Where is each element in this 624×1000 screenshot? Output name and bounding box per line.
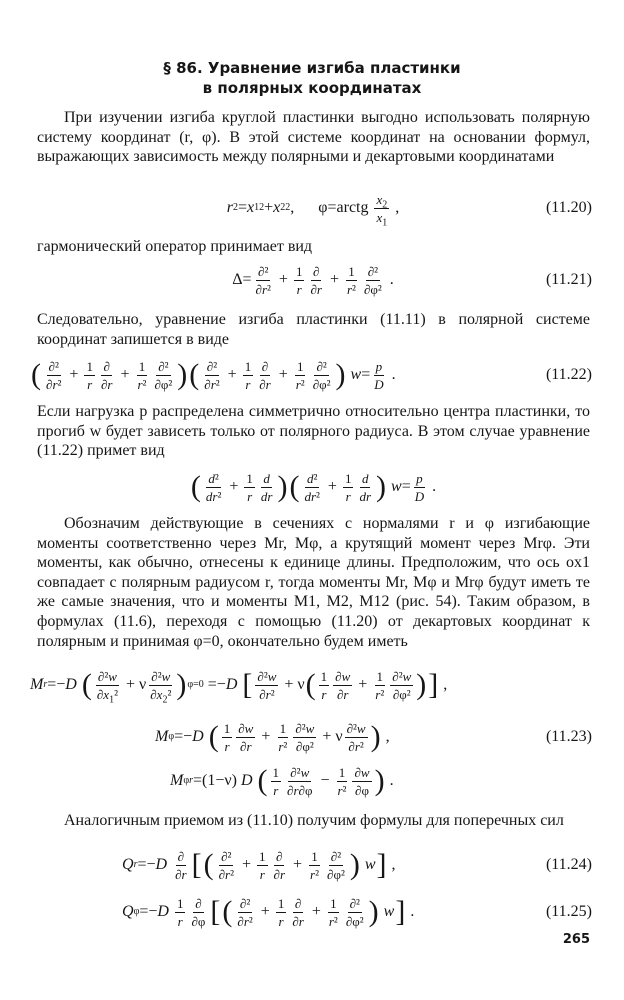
equation-11-21: Δ= $\frac{\text{∂²}}{\text{∂r²}}$ + $\frac{1}{r}$ $\frac{\partial}{\partial r}$ + $\frac{1}{\text{r²}}$ $\frac{\text{∂²}}{\text{∂φ²}}$ . (11.21): [232, 263, 592, 297]
paragraph-moments: Обозначим действующие в сечениях с нормалями r и φ изгибающие моменты соответственно через Mr, Mφ, а крутящий момент через Mrφ. Эти моменты, как обычно, отнесены к единице длины. Предположим, что ось ox1 совпадает с полярным радиусом r, тогда моменты Mr, Mφ и Mrφ будут иметь те же самые значения, что и моменты M1, M2, M12 (рис. 54). Таким образом, в формулах (11.6), переходя с помощью (11.20) от декартовых координат к полярным и принимая φ=0, окончательно будем иметь: [37, 515, 590, 650]
equation-number: (11.24): [545, 856, 592, 873]
equation-11-23: M φ =− D ( $\frac{1}{r}$ $\frac{\partial w}{\partial r}$ + $\frac{1}{\text{r²}}$ $\frac{\text{∂²w}}{\text{∂φ²}}$ + ν $\frac{\text{∂²w}}{\text{∂r²}}$ ) , (11.23): [155, 720, 592, 754]
section-subtitle: в полярных координатах: [202, 79, 422, 97]
paragraph-intro: При изучении изгиба круглой пластинки выгодно использовать полярную систему координат (r, φ). В этой системе координат на основании формул, выражающих зависимость между полярными и декартовыми координатами: [37, 109, 590, 166]
equation-number: (11.25): [545, 903, 592, 920]
equation-moment-rphi: M φr =(1−ν) D ( $\frac{1}{r}$ $\frac{\text{∂²w}}{\partial r\partial\varphi}$ − $\frac{1}{\text{r²}}$ $\frac{\partial w}{\partial\varphi}$ ) .: [170, 764, 394, 798]
paragraph-operator: гармонический оператор принимает вид: [37, 238, 313, 255]
equation-axisymmetric: ( $\frac{\text{d²}}{\text{dr²}}$ + $\frac{1}{r}$ $\frac{d}{dr}$ ) ( $\frac{\text{d²}}{\text{dr²}}$ + $\frac{1}{r}$ $\frac{d}{dr}$ ) w = $\frac{p}{D}$ .: [190, 470, 437, 504]
equation-11-25: Q φ =− D $\frac{1}{r}$ $\frac{\partial}{\partial\varphi}$ [ ( $\frac{\text{∂²}}{\text{∂r²}}$ + $\frac{1}{r}$ $\frac{\partial}{\partial r}$ + $\frac{1}{\text{r²}}$ $\frac{\text{∂²}}{\text{∂φ²}}$ ) w ] . (11.25): [122, 895, 592, 929]
equation-number: (11.20): [545, 199, 592, 216]
paragraph-symmetric-load: Если нагрузка p распределена симметрично относительно центра пластинки, то прогиб w будет зависеть только от полярного радиуса. В этом случае уравнение (11.22) примет вид: [37, 403, 590, 460]
page-number: 265: [562, 932, 590, 947]
paragraph-shear-forces: Аналогичным приемом из (11.10) получим формулы для поперечных сил: [64, 812, 564, 829]
paragraph-bending-equation: Следовательно, уравнение изгиба пластинки (11.11) в полярной системе координат запишется в виде: [37, 311, 590, 348]
equation-moment-r: M r =− D ( $\frac{\text{∂²w}}{\partial x_1^2}$ + ν $\frac{\text{∂²w}}{\partial x_2^2}$ ) φ=0 =− D [ $\frac{\text{∂²w}}{\text{∂r²}}$ + ν ( $\frac{1}{r}$ $\frac{\partial w}{\partial r}$ + $\frac{1}{\text{r²}}$ $\frac{\text{∂²w}}{\text{∂φ²}}$ ) ] ,: [30, 668, 448, 706]
equation-number: (11.22): [545, 366, 592, 383]
equation-11-22: ( $\frac{\text{∂²}}{\text{∂r²}}$ + $\frac{1}{r}$ $\frac{\partial}{\partial r}$ + $\frac{1}{\text{r²}}$ $\frac{\text{∂²}}{\text{∂φ²}}$ ) ( $\frac{\text{∂²}}{\text{∂r²}}$ + $\frac{1}{r}$ $\frac{\partial}{\partial r}$ + $\frac{1}{\text{r²}}$ $\frac{\text{∂²}}{\text{∂φ²}}$ ) w = $\frac{p}{D}$ . (11.22): [31, 358, 592, 392]
equation-11-20: r 2 = x 1 2 + x 2 2 , φ=arctg $\frac{x_2}{x_1}$ , (11.20): [226, 191, 592, 229]
section-title: § 86. Уравнение изгиба пластинки: [163, 59, 461, 77]
equation-11-24: Q r =− D $\frac{\partial}{\partial r}$ [ ( $\frac{\text{∂²}}{\text{∂r²}}$ + $\frac{1}{r}$ $\frac{\partial}{\partial r}$ + $\frac{1}{\text{r²}}$ $\frac{\text{∂²}}{\text{∂φ²}}$ ) w ] , (11.24): [122, 848, 592, 882]
equation-number: (11.21): [545, 271, 592, 288]
equation-number: (11.23): [545, 728, 592, 745]
